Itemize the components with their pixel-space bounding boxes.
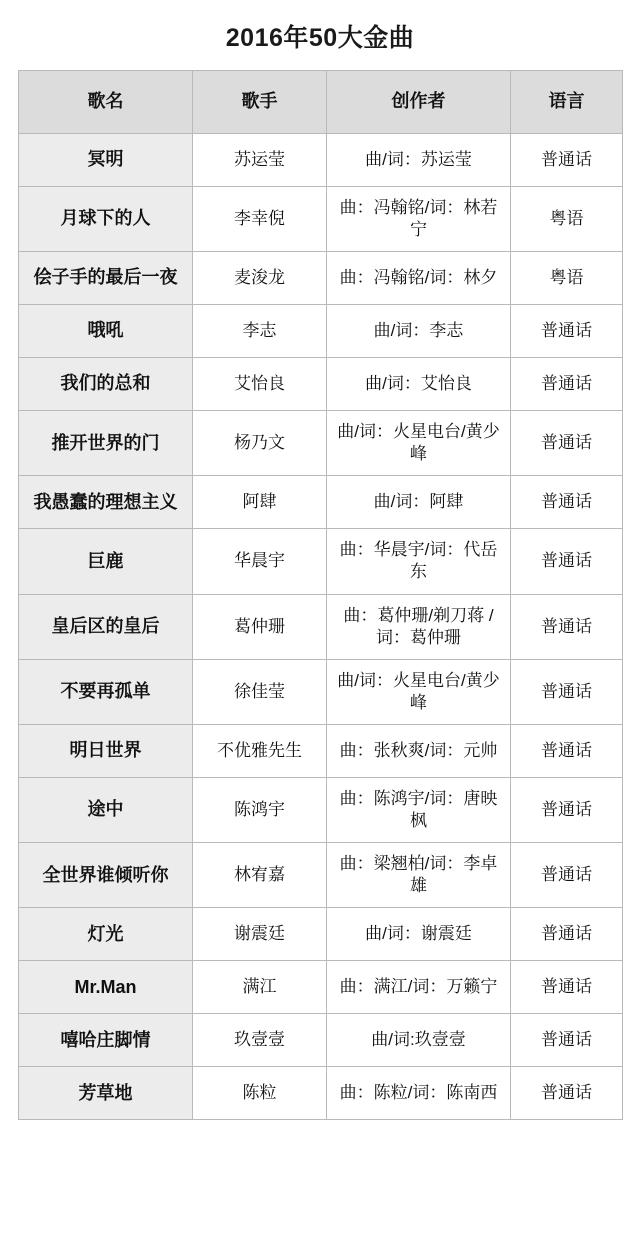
table-row xyxy=(19,476,623,529)
cell-creator: 曲：华晨宇/词：代岳东 xyxy=(327,529,511,594)
cell-language: 普通话 xyxy=(511,305,623,358)
cell-language: 普通话 xyxy=(511,134,623,187)
cell-language: 普通话 xyxy=(511,908,623,961)
cell-language: 普通话 xyxy=(511,411,623,476)
cell-creator: 曲：梁翘柏/词：李卓雄 xyxy=(327,843,511,908)
table-row xyxy=(19,594,623,659)
cell-language: 普通话 xyxy=(511,358,623,411)
cell-language: 普通话 xyxy=(511,594,623,659)
cell-song: 我们的总和 xyxy=(19,358,193,411)
cell-artist: 玖壹壹 xyxy=(193,1014,327,1067)
cell-song: 侩子手的最后一夜 xyxy=(19,252,193,305)
cell-artist: 李志 xyxy=(193,305,327,358)
table-header xyxy=(19,71,623,134)
table-container xyxy=(0,70,640,1138)
cell-song: 嘻哈庄脚情 xyxy=(19,1014,193,1067)
cell-creator: 曲：张秋爽/词：元帅 xyxy=(327,724,511,777)
table-row xyxy=(19,411,623,476)
cell-artist: 陈鸿宇 xyxy=(193,777,327,842)
cell-artist: 满江 xyxy=(193,961,327,1014)
cell-creator: 曲：满江/词：万籁宁 xyxy=(327,961,511,1014)
cell-creator: 曲：冯翰铭/词：林夕 xyxy=(327,252,511,305)
cell-song: 明日世界 xyxy=(19,724,193,777)
cell-song: 皇后区的皇后 xyxy=(19,594,193,659)
cell-language: 粤语 xyxy=(511,252,623,305)
cell-song: 灯光 xyxy=(19,908,193,961)
cell-language: 普通话 xyxy=(511,961,623,1014)
cell-artist: 林宥嘉 xyxy=(193,843,327,908)
table-body xyxy=(19,134,623,1120)
table-row xyxy=(19,908,623,961)
cell-artist: 华晨宇 xyxy=(193,529,327,594)
cell-song: 巨鹿 xyxy=(19,529,193,594)
cell-artist: 艾怡良 xyxy=(193,358,327,411)
cell-artist: 阿肆 xyxy=(193,476,327,529)
table-row xyxy=(19,843,623,908)
cell-creator: 曲/词:玖壹壹 xyxy=(327,1014,511,1067)
cell-artist: 徐佳莹 xyxy=(193,659,327,724)
column-header-creator: 创作者 xyxy=(327,71,511,134)
cell-language: 普通话 xyxy=(511,724,623,777)
column-header-artist: 歌手 xyxy=(193,71,327,134)
cell-artist: 麦浚龙 xyxy=(193,252,327,305)
cell-song: 途中 xyxy=(19,777,193,842)
cell-song: 全世界谁倾听你 xyxy=(19,843,193,908)
table-row xyxy=(19,134,623,187)
table-row xyxy=(19,305,623,358)
table-row xyxy=(19,1067,623,1120)
cell-creator: 曲：陈粒/词：陈南西 xyxy=(327,1067,511,1120)
cell-creator: 曲/词：火星电台/黄少峰 xyxy=(327,411,511,476)
cell-language: 普通话 xyxy=(511,476,623,529)
cell-song: 哦吼 xyxy=(19,305,193,358)
table-header-row xyxy=(19,71,623,134)
cell-artist: 不优雅先生 xyxy=(193,724,327,777)
cell-language: 普通话 xyxy=(511,529,623,594)
cell-creator: 曲/词：李志 xyxy=(327,305,511,358)
cell-language: 普通话 xyxy=(511,659,623,724)
cell-language: 粤语 xyxy=(511,187,623,252)
cell-creator: 曲/词：苏运莹 xyxy=(327,134,511,187)
cell-song: Mr.Man xyxy=(19,961,193,1014)
cell-creator: 曲：冯翰铭/词：林若宁 xyxy=(327,187,511,252)
cell-artist: 李幸倪 xyxy=(193,187,327,252)
cell-creator: 曲/词：谢震廷 xyxy=(327,908,511,961)
column-header-language: 语言 xyxy=(511,71,623,134)
cell-song: 冥明 xyxy=(19,134,193,187)
page-title: 2016年50大金曲 xyxy=(225,24,415,52)
table-row xyxy=(19,724,623,777)
cell-song: 推开世界的门 xyxy=(19,411,193,476)
cell-creator: 曲/词：火星电台/黄少峰 xyxy=(327,659,511,724)
table-row xyxy=(19,1014,623,1067)
table-row xyxy=(19,961,623,1014)
table-row xyxy=(19,187,623,252)
songs-table xyxy=(18,70,623,1120)
cell-creator: 曲：葛仲珊/剃刀蒋 /词：葛仲珊 xyxy=(327,594,511,659)
cell-artist: 苏运莹 xyxy=(193,134,327,187)
cell-song: 不要再孤单 xyxy=(19,659,193,724)
table-row xyxy=(19,252,623,305)
table-row xyxy=(19,529,623,594)
cell-song: 月球下的人 xyxy=(19,187,193,252)
cell-artist: 葛仲珊 xyxy=(193,594,327,659)
table-row xyxy=(19,358,623,411)
cell-creator: 曲：陈鸿宇/词：唐映枫 xyxy=(327,777,511,842)
cell-song: 芳草地 xyxy=(19,1067,193,1120)
cell-creator: 曲/词：艾怡良 xyxy=(327,358,511,411)
cell-language: 普通话 xyxy=(511,1014,623,1067)
cell-artist: 杨乃文 xyxy=(193,411,327,476)
table-row xyxy=(19,777,623,842)
cell-creator: 曲/词：阿肆 xyxy=(327,476,511,529)
cell-artist: 谢震廷 xyxy=(193,908,327,961)
cell-language: 普通话 xyxy=(511,1067,623,1120)
cell-language: 普通话 xyxy=(511,777,623,842)
cell-song: 我愚蠢的理想主义 xyxy=(19,476,193,529)
cell-language: 普通话 xyxy=(511,843,623,908)
table-row xyxy=(19,659,623,724)
cell-artist: 陈粒 xyxy=(193,1067,327,1120)
column-header-song: 歌名 xyxy=(19,71,193,134)
